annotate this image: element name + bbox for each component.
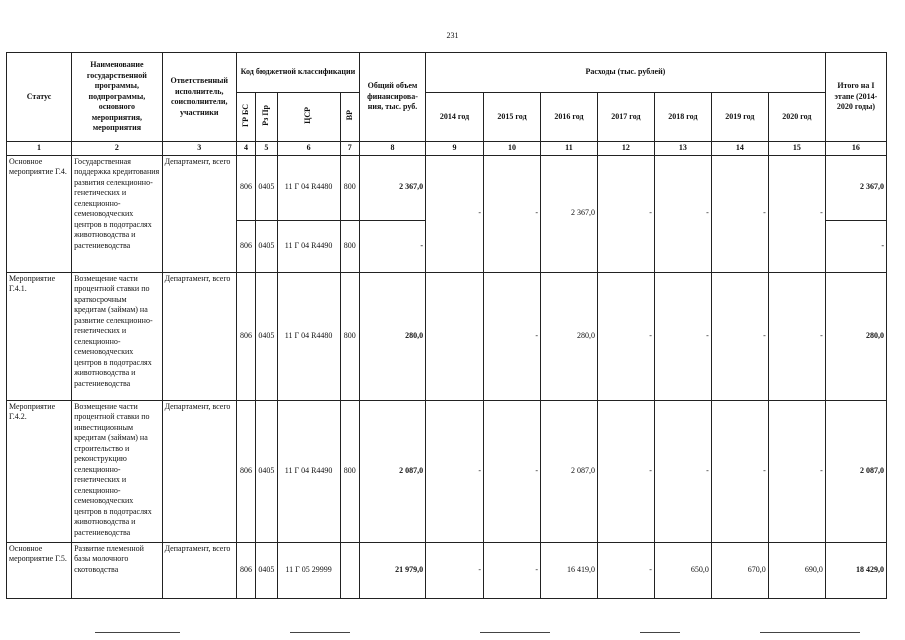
header-budget-code: Код бюджетной классификации — [236, 53, 359, 93]
cell-vr: 800 — [340, 220, 359, 272]
col-number: 4 — [236, 142, 255, 156]
cell-csr: 11 Г 04 R4490 — [277, 220, 340, 272]
cell-year-2020: - — [768, 400, 825, 542]
header-name: Наименование государственной программы, подпрограммы, основного мероприятия, мероприятия — [72, 53, 163, 142]
cell-year-2014 — [426, 272, 484, 400]
cell-year-2017: - — [597, 272, 654, 400]
cell-year-2019: - — [711, 400, 768, 542]
col-number: 8 — [359, 142, 425, 156]
cell-year-2017: - — [597, 542, 654, 598]
cell-itogo: 18 429,0 — [825, 542, 886, 598]
row-status: Мероприятие Г.4.2. — [7, 400, 72, 542]
cell-year-2015: - — [484, 400, 541, 542]
cell-vr: 800 — [340, 272, 359, 400]
row-responsible: Департамент, всего — [162, 542, 236, 598]
table-row — [7, 155, 887, 220]
cell-total: 280,0 — [359, 272, 425, 400]
cell-total: 2 087,0 — [359, 400, 425, 542]
page-bottom-edge — [0, 632, 905, 633]
cell-csr: 11 Г 04 R4480 — [277, 155, 340, 220]
cell-year-2014: - — [426, 542, 484, 598]
cell-total: - — [359, 220, 425, 272]
col-number: 3 — [162, 142, 236, 156]
col-number: 12 — [597, 142, 654, 156]
cell-grbs: 806 — [236, 220, 255, 272]
cell-rzpr: 0405 — [256, 155, 277, 220]
row-status: Мероприятие Г.4.1. — [7, 272, 72, 400]
cell-itogo: 2 087,0 — [825, 400, 886, 542]
cell-year-2020: - — [768, 155, 825, 272]
table-row — [7, 542, 887, 598]
header-year: 2017 год — [597, 93, 654, 142]
col-number: 1 — [7, 142, 72, 156]
cell-itogo: 2 367,0 — [825, 155, 886, 220]
header-expenses: Расходы (тыс. рублей) — [426, 53, 826, 93]
header-total: Общий объем финансирова-ния, тыс. руб. — [359, 53, 425, 142]
row-name: Государственная поддержка кредитования развития селекционно-генетических и селекционно-семеноводческих центров в подотраслях животноводства и растениеводства — [72, 155, 163, 272]
cell-csr: 11 Г 04 R4490 — [277, 400, 340, 542]
cell-year-2014: - — [426, 155, 484, 272]
budget-table — [6, 52, 887, 599]
header-vr: ВР — [344, 110, 354, 121]
column-number-row — [7, 142, 887, 156]
col-number: 15 — [768, 142, 825, 156]
col-number: 16 — [825, 142, 886, 156]
header-status: Статус — [7, 53, 72, 142]
cell-year-2015: - — [484, 542, 541, 598]
page-number: 231 — [446, 31, 459, 40]
col-number: 2 — [72, 142, 163, 156]
col-number: 13 — [654, 142, 711, 156]
header-itogo: Итого на I этапе (2014-2020 годы) — [825, 53, 886, 142]
row-responsible: Департамент, всего — [162, 272, 236, 400]
cell-rzpr: 0405 — [256, 542, 277, 598]
cell-rzpr: 0405 — [256, 220, 277, 272]
header-year: 2019 год — [711, 93, 768, 142]
cell-year-2019: - — [711, 272, 768, 400]
cell-year-2016: 280,0 — [540, 272, 597, 400]
cell-csr: 11 Г 05 29999 — [277, 542, 340, 598]
cell-year-2014: - — [426, 400, 484, 542]
col-number: 5 — [256, 142, 277, 156]
table-row — [7, 272, 887, 400]
cell-vr: 800 — [340, 400, 359, 542]
header-year: 2014 год — [426, 93, 484, 142]
cell-year-2016: 2 367,0 — [540, 155, 597, 272]
header-responsible: Ответственный исполнитель, соисполнители, участники — [162, 53, 236, 142]
row-name: Развитие племенной базы молочного скотоводства — [72, 542, 163, 598]
cell-year-2016: 16 419,0 — [540, 542, 597, 598]
col-number: 9 — [426, 142, 484, 156]
col-number: 11 — [540, 142, 597, 156]
cell-year-2017: - — [597, 155, 654, 272]
row-name: Возмещение части процентной ставки по инвестиционным кредитам (займам) на строительство и реконструкцию селекционно-генетических и селекционно-семеноводческих центров в подотраслях животноводства и растениеводства — [72, 400, 163, 542]
row-status: Основное мероприятие Г.4. — [7, 155, 72, 272]
cell-year-2017: - — [597, 400, 654, 542]
col-number: 10 — [484, 142, 541, 156]
row-responsible: Департамент, всего — [162, 155, 236, 272]
header-csr: ЦСР — [303, 106, 313, 124]
cell-grbs: 806 — [236, 272, 255, 400]
cell-year-2015: - — [484, 155, 541, 272]
cell-csr: 11 Г 04 R4480 — [277, 272, 340, 400]
cell-grbs: 806 — [236, 400, 255, 542]
cell-rzpr: 0405 — [256, 272, 277, 400]
header-rzpr: Рз Пр — [261, 104, 271, 126]
cell-year-2018: 650,0 — [654, 542, 711, 598]
cell-itogo: - — [825, 220, 886, 272]
cell-year-2018: - — [654, 400, 711, 542]
row-status: Основное мероприятие Г.5. — [7, 542, 72, 598]
cell-rzpr: 0405 — [256, 400, 277, 542]
cell-year-2018: - — [654, 155, 711, 272]
header-grbs: ГР БС — [240, 103, 250, 127]
col-number: 14 — [711, 142, 768, 156]
header-year: 2018 год — [654, 93, 711, 142]
cell-year-2015: - — [484, 272, 541, 400]
table-row — [7, 400, 887, 542]
cell-grbs: 806 — [236, 542, 255, 598]
cell-year-2019: - — [711, 155, 768, 272]
cell-year-2018: - — [654, 272, 711, 400]
cell-year-2020: - — [768, 272, 825, 400]
cell-year-2020: 690,0 — [768, 542, 825, 598]
col-number: 6 — [277, 142, 340, 156]
cell-grbs: 806 — [236, 155, 255, 220]
row-name: Возмещение части процентной ставки по краткосрочным кредитам (займам) на развитие селекционно-генетических и селекционно-семеноводческих центров в подотраслях животноводства и растениеводства — [72, 272, 163, 400]
header-year: 2016 год — [540, 93, 597, 142]
cell-year-2019: 670,0 — [711, 542, 768, 598]
header-year: 2020 год — [768, 93, 825, 142]
cell-year-2016: 2 087,0 — [540, 400, 597, 542]
cell-itogo: 280,0 — [825, 272, 886, 400]
cell-total: 2 367,0 — [359, 155, 425, 220]
header-year: 2015 год — [484, 93, 541, 142]
header-row-1 — [7, 53, 887, 93]
cell-vr: 800 — [340, 155, 359, 220]
cell-total: 21 979,0 — [359, 542, 425, 598]
col-number: 7 — [340, 142, 359, 156]
cell-vr — [340, 542, 359, 598]
row-responsible: Департамент, всего — [162, 400, 236, 542]
